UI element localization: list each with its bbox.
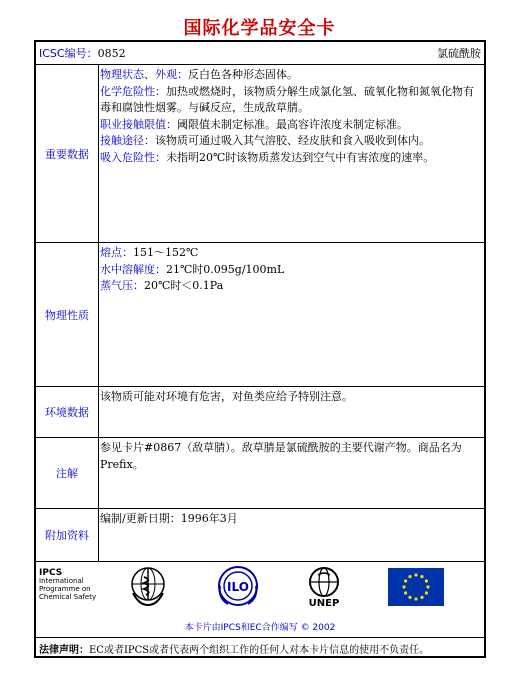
logos — [36, 562, 484, 637]
footer-logos-row — [36, 562, 484, 638]
eu-star-icon — [408, 596, 411, 599]
environment-row — [36, 387, 484, 438]
disclaimer-row — [36, 638, 484, 656]
eu-star-icon — [404, 591, 407, 594]
section-label-notes: 注解 — [36, 438, 99, 508]
icsc-number — [39, 45, 126, 61]
eu-star-icon — [426, 585, 429, 588]
important-data-row — [36, 65, 484, 243]
chemical-name: 氯硫酰胺 — [437, 47, 481, 60]
property-item: 蒸气压：20℃时＜0.1Pa — [100, 279, 224, 292]
eu-star-icon — [414, 597, 417, 600]
important-item: 物理状态、外观：反白色各种形态固体。 — [100, 68, 298, 81]
unep-emblem-icon — [304, 565, 344, 599]
eu-star-icon — [414, 573, 417, 576]
important-item: 职业接触限值：阈限值未制定标准。最高容许浓度未制定标准。 — [100, 117, 408, 131]
additional-text: 编制/更新日期：1996年3月 — [100, 512, 238, 525]
svg-text:ILO: ILO — [227, 580, 249, 594]
physical-properties-row — [36, 243, 484, 387]
eu-star-icon — [404, 579, 407, 582]
ipcs-logo: IPCS International Programme on Chemical Safety — [39, 568, 97, 601]
eu-flag-icon — [388, 568, 444, 606]
important-item: 吸入危险性：未指明20℃时该物质蒸发达到空气中有害浓度的速率。 — [100, 150, 435, 164]
icsc-value: 0852 — [97, 47, 126, 60]
legal-disclaimer — [39, 641, 429, 656]
physical-content — [99, 243, 484, 386]
notes-row — [36, 438, 484, 509]
important-item: 化学危险性：加热或燃烧时，该物质分解生成氯化氢、硫氧化物和氮氧化物有毒和腐蚀性烟雾。与碱反应，生成敌草腈。 — [100, 84, 474, 114]
section-label-important: 重要数据 — [36, 65, 99, 242]
card-title: 国际化学品安全卡 — [183, 18, 336, 39]
environment-text: 该物质可能对环境有危害，对鱼类应给予特别注意。 — [100, 390, 353, 403]
eu-star-icon — [425, 579, 428, 582]
notes-text: 参见卡片#0867（敌草腈）。敌草腈是氯硫酰胺的主要代谢产物。商品名为Prefix。 — [100, 441, 462, 471]
copyright-notice: 本卡片由IPCS和EC合作编写 © 2002 — [184, 623, 336, 633]
important-item: 接触途径：该物质可通过吸入其气溶胶、经皮肤和食入吸收到体内。 — [100, 134, 430, 147]
section-label-physical: 物理性质 — [36, 243, 99, 386]
unep-label: UNEP — [308, 598, 340, 609]
icsc-label: ICSC编号： — [39, 47, 98, 60]
eu-star-icon — [408, 575, 411, 578]
disclaimer-label: 法律声明： — [39, 645, 89, 656]
eu-star-icon — [402, 585, 405, 588]
disclaimer-text: EC或者IPCS或者代表两个组织工作的任何人对本卡片信息的使用不负责任。 — [89, 645, 430, 656]
header-row — [36, 42, 484, 65]
who-emblem-icon — [129, 565, 167, 609]
safety-card — [34, 40, 486, 658]
ilo-emblem-icon — [214, 564, 262, 610]
eu-star-icon — [425, 591, 428, 594]
additional-row — [36, 509, 484, 562]
important-content — [99, 65, 484, 242]
section-label-additional: 附加资料 — [36, 509, 99, 561]
eu-star-icon — [420, 596, 423, 599]
eu-star-icon — [420, 575, 423, 578]
section-label-environment: 环境数据 — [36, 387, 99, 437]
property-item: 水中溶解度：21℃时0.095g/100mL — [100, 262, 285, 276]
property-item: 熔点：151～152℃ — [100, 246, 199, 259]
